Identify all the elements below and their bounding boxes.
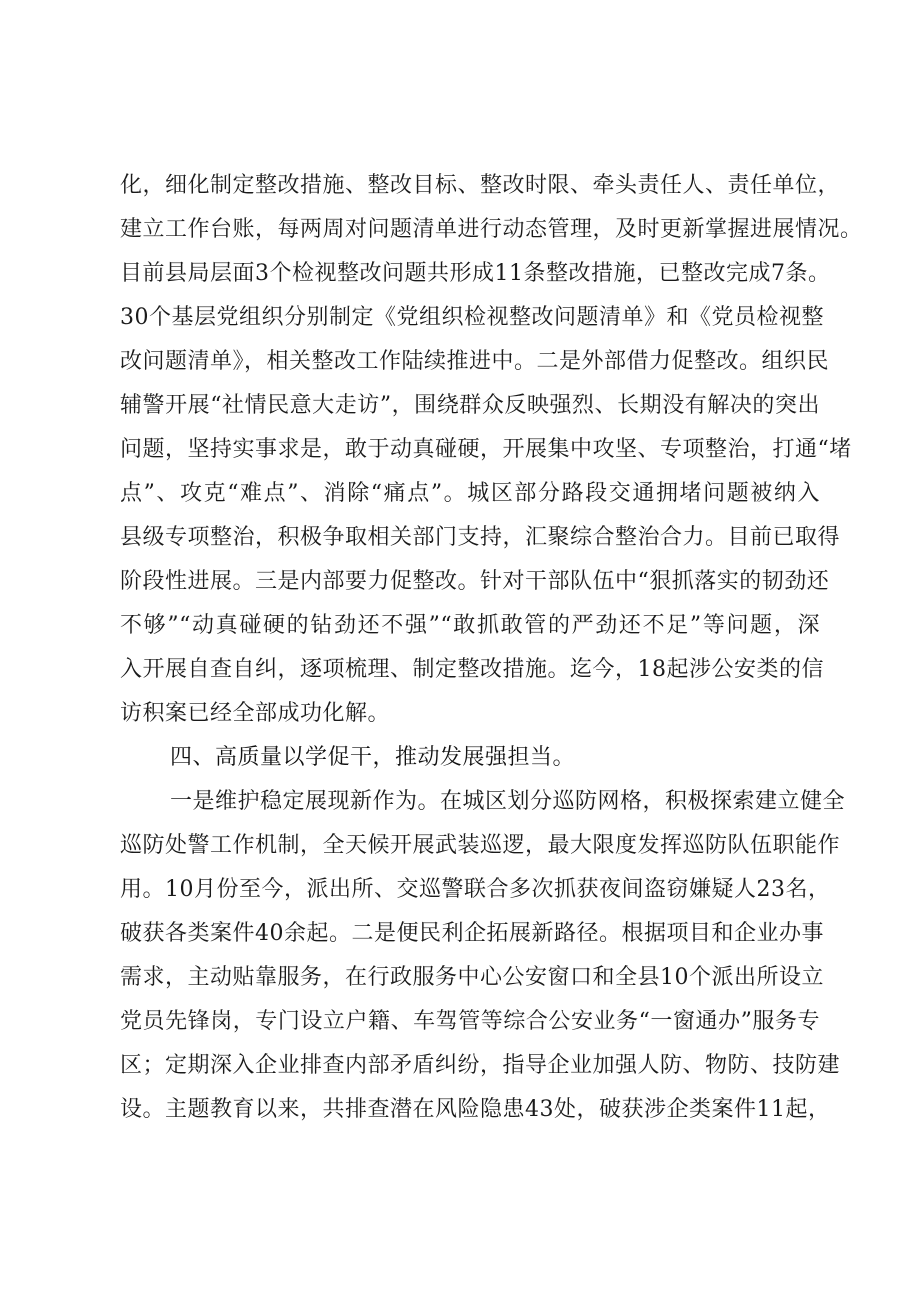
text-line: 一是维护稳定展现新作为。在城区划分巡防网格，积极探索建立健全: [170, 789, 846, 814]
text-line: 巡防处警工作机制，全天候开展武装巡逻，最大限度发挥巡防队伍职能作: [120, 833, 841, 858]
paragraph-rectification: [120, 164, 863, 736]
text-line: 30个基层党组织分别制定《党组织检视整改问题清单》和《党员检视整: [120, 305, 824, 330]
text-line: 党员先锋岗，专门设立户籍、车驾管等综合公安业务“一窗通办”服务专: [120, 1009, 820, 1034]
text-line: 改问题清单》，相关整改工作陆续推进中。二是外部借力促整改。组织民: [120, 349, 830, 374]
text-line: 设。主题教育以来，共排查潜在风险隐患43处，破获涉企类案件11起，: [120, 1097, 831, 1122]
document-body: [120, 164, 863, 1132]
text-line: 阶段性进展。三是内部要力促整改。针对干部队伍中“狠抓落实的韧劲还: [120, 569, 830, 594]
text-line: 建立工作台账，每两周对问题清单进行动态管理，及时更新掌握进展情况。: [120, 217, 863, 242]
text-line: 问题，坚持实事求是，敢于动真碰硬，开展集中攻坚、专项整治，打通“堵: [120, 437, 852, 462]
text-line: 辅警开展“社情民意大走访”，围绕群众反映强烈、长期没有解决的突出: [120, 393, 820, 418]
text-line: 点”、攻克“难点”、消除“痛点”。城区部分路段交通拥堵问题被纳入: [120, 481, 820, 506]
text-line: 不够”“动真碰硬的钻劲还不强”“敢抓敢管的严劲还不足”等问题，深: [120, 613, 820, 638]
text-line: 需求，主动贴靠服务，在行政服务中心公安窗口和全县10个派出所设立: [120, 965, 824, 990]
text-line: 用。10月份至今，派出所、交巡警联合多次抓获夜间盗窃嫌疑人23名，: [120, 877, 831, 902]
text-line: 入开展自查自纠，逐项梳理、制定整改措施。迄今，18起涉公安类的信: [120, 657, 824, 682]
text-line: 目前县局层面3个检视整改问题共形成11条整改措施，已整改完成7条。: [120, 261, 831, 286]
paragraph-development: [120, 780, 846, 1132]
text-line: 区；定期深入企业排查内部矛盾纠纷，指导企业加强人防、物防、技防建: [120, 1053, 841, 1078]
text-line: 破获各类案件40余起。二是便民利企拓展新路径。根据项目和企业办事: [120, 921, 824, 946]
text-line: 访积案已经全部成功化解。: [120, 701, 391, 726]
text-line: 县级专项整治，积极争取相关部门支持，汇聚综合整治合力。目前已取得: [120, 525, 841, 550]
text-line: 化，细化制定整改措施、整改目标、整改时限、牵头责任人、责任单位，: [120, 173, 841, 198]
section-heading: 四、高质量以学促干，推动发展强担当。: [170, 745, 576, 770]
